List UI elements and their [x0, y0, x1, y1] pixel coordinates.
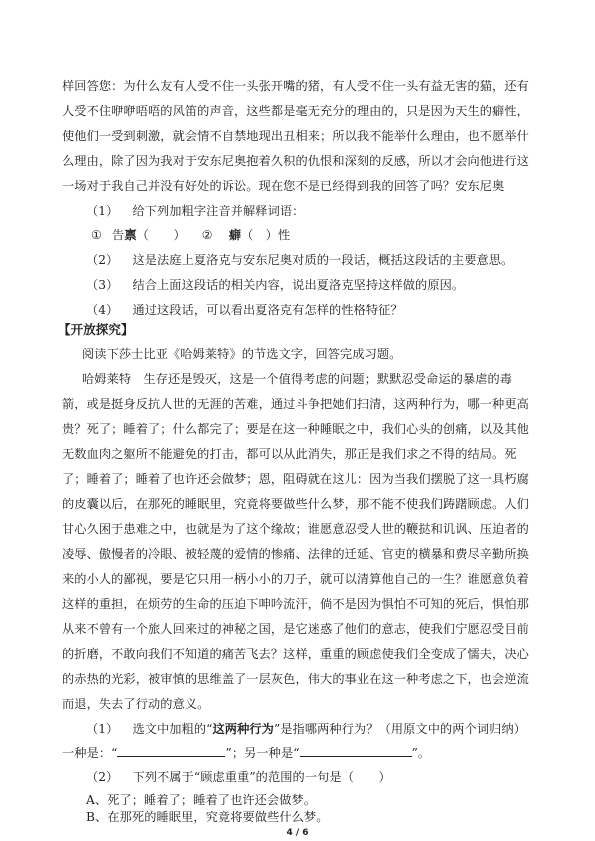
question-4: [86, 302, 403, 318]
reading-instruction: 阅读下莎士比亚《哈姆莱特》的节选文字，回答完成习题。: [82, 347, 402, 361]
question-number: （1）: [86, 204, 119, 218]
question-number: （1）: [86, 722, 119, 736]
passage-line: 这样的重担，在烦劳的生命的压迫下呻吟流汗，倘不是因为惧怕不可知的死后，惧怕那: [62, 597, 529, 611]
question-3: [86, 277, 464, 293]
passage-line: 的赤热的光彩，被审慎的思维盖了一层灰色，伟大的事业在这一种考虑之下，也会逆流: [62, 672, 529, 686]
item-text: 性: [277, 228, 291, 242]
question-number: （2）: [86, 253, 119, 267]
option-b: B、在那死的睡眠里，究竟将要做些什么梦。: [86, 810, 329, 824]
question-1: [86, 203, 304, 219]
page-number: 4 / 6: [286, 828, 309, 838]
answer-blank-1[interactable]: [117, 745, 225, 757]
passage-line: 了；睡着了；睡着了也许还会做梦；恩，阻碍就在这儿：因为当我们摆脱了这一具朽腐: [62, 472, 529, 486]
passage-line: 来的小人的鄙视，要是它只用一柄小小的刀子，就可以清算他自己的一生？谁愿意负着: [62, 572, 529, 586]
question-text: 给下列加粗字注音并解释词语：: [132, 204, 305, 218]
fill-label: ”。: [411, 746, 431, 760]
passage-line: 人受不住咿咿唔唔的风笛的声音，这些都是毫无充分的理由的，只是因为天生的癖性，: [62, 104, 529, 118]
question-2: [86, 252, 513, 268]
passage-line: 而退，失去了行动的意义。: [62, 697, 210, 711]
passage-line: 的皮囊以后，在那死的睡眠里，究竟将要做些什么梦，那不能不使我们踌躇顾虑。人们: [62, 497, 529, 511]
question-text: 结合上面这段话的相关内容，说出夏洛克坚持这样做的原因。: [132, 278, 465, 292]
passage-line: 么理由，除了因为我对于安东尼奥抱着久积的仇恨和深刻的反感，所以才会向他进行这: [62, 154, 529, 168]
question-1: [86, 721, 526, 737]
question-text: 选文中加粗的“: [132, 722, 213, 736]
passage-line: 哈姆莱特 生存还是毁灭，这是一个值得考虑的问题；默默忍受命运的暴虐的毒: [82, 372, 513, 386]
passage-line: 从来不曾有一个旅人回来过的神秘之国，是它迷惑了他们的意志，使我们宁愿忍受目前: [62, 622, 529, 636]
answer-paren[interactable]: （ ）: [241, 228, 278, 242]
question-2: [86, 769, 391, 785]
question-1-items: [91, 227, 290, 243]
bold-char: 癖: [228, 228, 242, 242]
question-text: 通过这段话，可以看出夏洛克有怎样的性格特征？: [132, 303, 403, 317]
passage-line: 无数血肉之躯所不能避免的打击，都可以从此消失，那正是我们求之不得的结局。死: [62, 447, 517, 461]
passage-line: 甘心久困于患难之中，也就是为了这个缘故；谁愿意忍受人世的鞭挞和讥讽、压迫者的: [62, 522, 529, 536]
fill-label: 一种是：“: [62, 746, 118, 760]
passage-line: 样回答您：为什么友有人受不住一头张开嘴的猪，有人受不住一头有益无害的猫，还有: [62, 79, 529, 93]
passage-line: 凌辱、傲慢者的冷眼、被轻蔑的爱情的惨痛、法律的迁延、官吏的横暴和费尽辛勤所换: [62, 547, 529, 561]
bold-char: 禀: [124, 228, 137, 242]
question-number: （4）: [86, 303, 119, 317]
question-number: （2）: [86, 770, 119, 784]
answer-paren[interactable]: （ ）: [136, 228, 186, 242]
passage-line: 一场对于我自己并没有好处的诉讼。现在您不是已经得到我的回答了吗？安东尼奥: [62, 179, 505, 193]
question-number: （3）: [86, 278, 119, 292]
passage-text: 箭，或是挺身反抗人世的无涯的苦难，通过斗争把她们扫清，这两种行为，哪一种更高: [62, 397, 529, 411]
item-text: 告: [112, 228, 125, 242]
fill-in-line: [62, 745, 430, 761]
answer-blank-2[interactable]: [300, 745, 412, 757]
question-text: ”是指哪两种行为？（用原文中的两个词归纳）: [273, 722, 527, 736]
passage-line: [62, 396, 529, 412]
item-number: ②: [201, 228, 213, 242]
question-text: 这是法庭上夏洛克与安东尼奥对质的一段话，概括这段话的主要意思。: [132, 253, 514, 267]
fill-label: ”；另一种是“: [225, 746, 300, 760]
passage-line: 贵？死了；睡着了；什么都完了；要是在这一种睡眠之中，我们心头的创痛，以及其他: [62, 422, 529, 436]
passage-line: 的折磨，不敢向我们不知道的痛苦飞去？这样，重重的顾虑使我们全变成了懦夫，决心: [62, 647, 529, 661]
section-heading: 【开放探究】: [58, 322, 134, 337]
item-number: ①: [91, 228, 103, 242]
option-a: A、死了；睡着了；睡着了也许还会做梦。: [86, 793, 317, 807]
question-text: 下列不属于“顾虑重重”的范围的一句是（ ）: [132, 770, 391, 784]
bold-phrase: 这两种行为: [212, 722, 274, 736]
passage-line: 使他们一受到刺激，就会情不自禁地现出丑相来；所以我不能举什么理由，也不愿举什: [62, 129, 529, 143]
